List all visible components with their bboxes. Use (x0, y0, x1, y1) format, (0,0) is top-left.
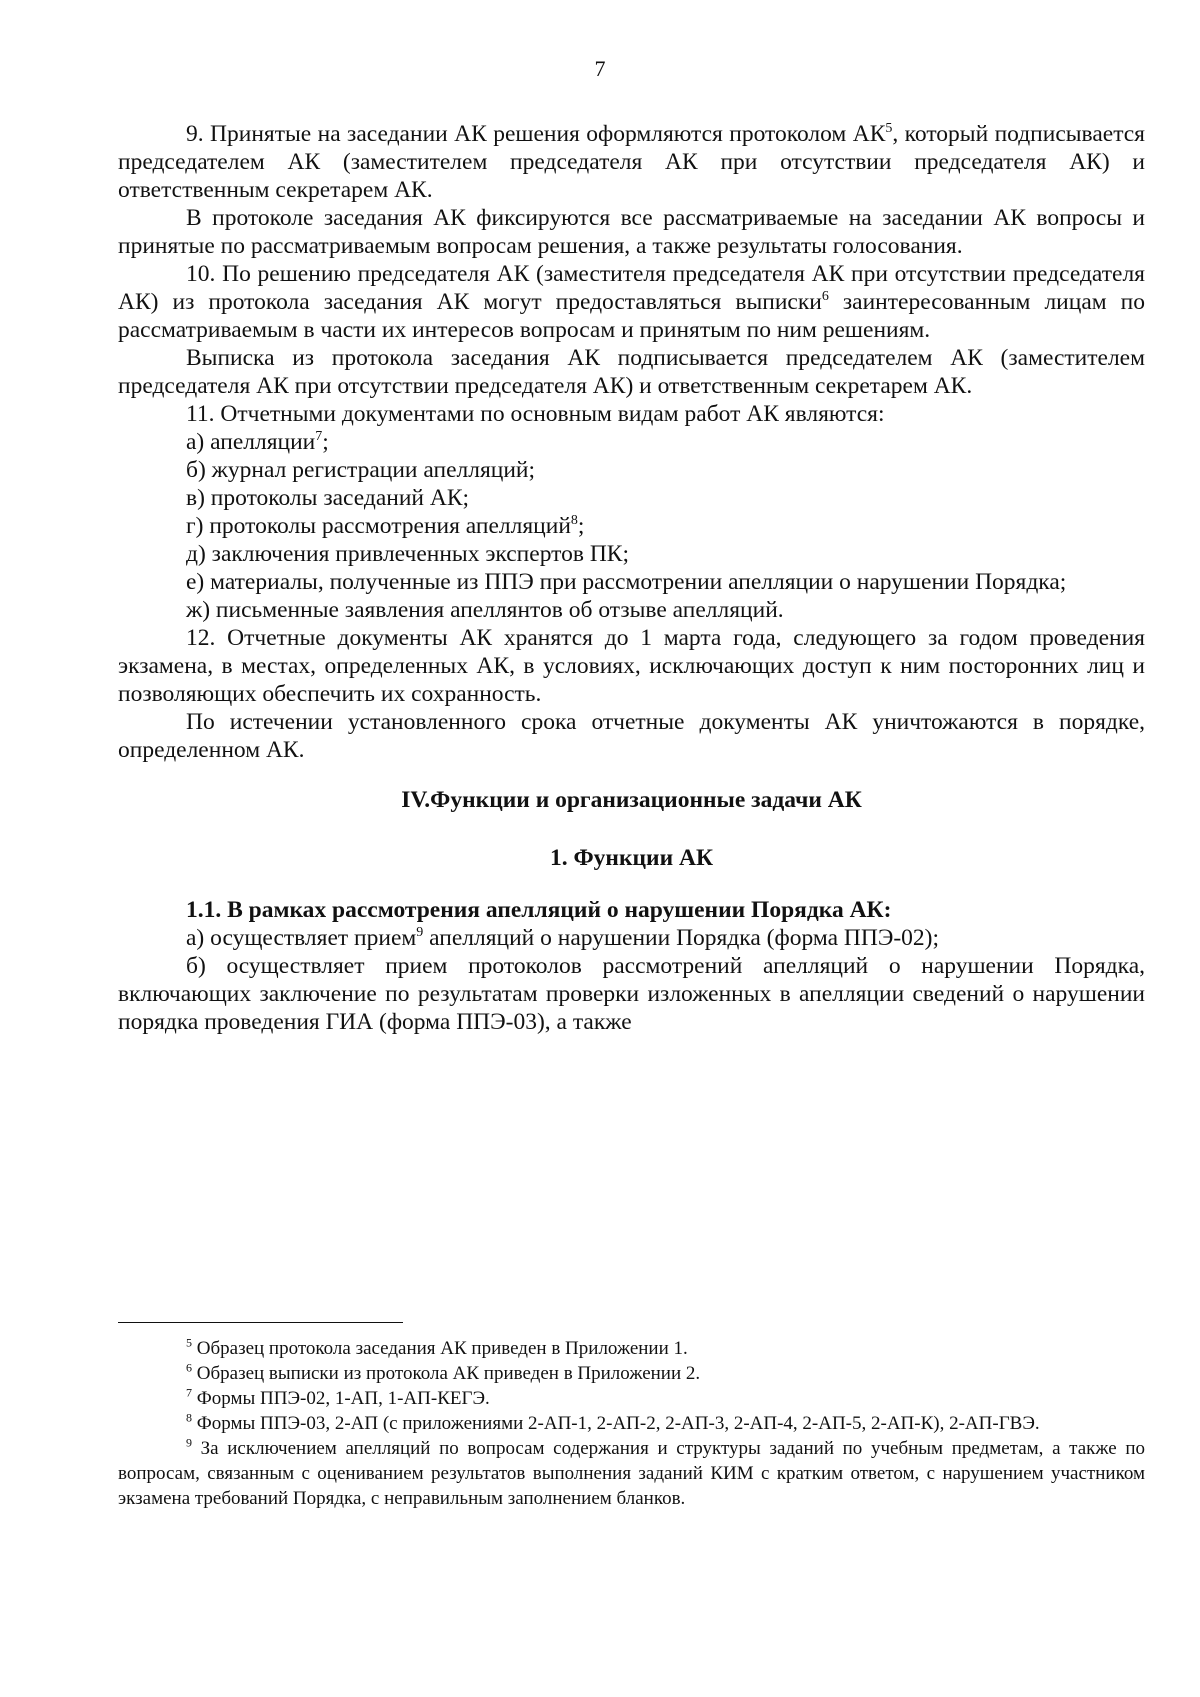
list-item-text: е) материалы, полученные из ППЭ при рассмотрении апелляции о нарушении Порядка; (186, 569, 1067, 595)
paragraph-text: 10. По решению председателя АК (заместителя председателя АК при отсутствии председателя АК) из протокола заседания АК могут предоставляться выписки (118, 261, 1145, 315)
list-item-text: ; (577, 513, 585, 539)
list-item-a (118, 428, 1145, 456)
list-item-zh (118, 596, 1145, 624)
list-item-text: а) апелляции (186, 429, 316, 455)
footnote-6 (118, 1361, 1145, 1386)
list-item-e (118, 568, 1145, 596)
footnote-number: 6 (186, 1360, 192, 1375)
footnote-8 (118, 1411, 1145, 1436)
footnote-ref[interactable]: 9 (416, 925, 424, 941)
footnote-5 (118, 1336, 1145, 1361)
footnote-number: 8 (186, 1410, 192, 1425)
subsection-heading: 1. Функции АК (549, 845, 714, 871)
paragraph-text: Выписка из протокола заседания АК подписывается председателем АК (заместителем председателя АК при отсутствии председателя АК) и ответственным секретарем АК. (118, 345, 1145, 399)
footnote-ref[interactable]: 6 (821, 289, 829, 305)
footnote-number: 5 (186, 1335, 192, 1350)
paragraph-text: 11. Отчетными документами по основным видам работ АК являются: (186, 401, 885, 427)
list-item-g (118, 512, 1145, 540)
footnote-number: 9 (186, 1435, 192, 1450)
paragraph-text: В протоколе заседания АК фиксируются все рассматриваемые на заседании АК вопросы и принятые по рассматриваемым вопросам решения, а также результаты голосования. (118, 205, 1145, 259)
body-text (118, 120, 1145, 1036)
list-item-text: г) протоколы рассмотрения апелляций (186, 513, 571, 539)
item-heading: 1.1. В рамках рассмотрения апелляций о нарушении Порядка АК: (186, 897, 892, 923)
footnote-text: Образец выписки из протокола АК приведен в Приложении 2. (192, 1363, 701, 1384)
paragraph-10-cont (118, 344, 1145, 400)
paragraph-text: 9. Принятые на заседании АК решения оформляются протоколом АК (186, 121, 886, 147)
footnote-divider (118, 1322, 403, 1323)
paragraph-11 (118, 400, 1145, 428)
footnote-text: Формы ППЭ-03, 2-АП (с приложениями 2-АП-1, 2-АП-2, 2-АП-3, 2-АП-4, 2-АП-5, 2-АП-К), 2-АП-ГВЭ. (192, 1413, 1040, 1434)
list-item-text: ж) письменные заявления апеллянтов об отзыве апелляций. (186, 597, 784, 623)
footnote-7 (118, 1386, 1145, 1411)
paragraph-text: , который подписывается председателем АК (заместителем председателя АК при отсутствии председателя АК) и ответственным секретарем АК. (118, 121, 1145, 203)
footnote-ref[interactable]: 8 (570, 513, 578, 529)
list-item-b (118, 456, 1145, 484)
footnote-9 (118, 1436, 1145, 1511)
paragraph-text: апелляций о нарушении Порядка (форма ППЭ-02); (423, 925, 940, 951)
list-item-d (118, 540, 1145, 568)
page-number: 7 (594, 56, 606, 81)
footnotes (118, 1336, 1145, 1511)
list-item-text: д) заключения привлеченных экспертов ПК; (186, 541, 629, 567)
footnote-text: За исключением апелляций по вопросам содержания и структуры заданий по учебным предметам, а также по вопросам, связанным с оцениванием результатов выполнения заданий КИМ с кратким ответом, с нарушением участником экзамена требований Порядка, с неправильным заполнением бланков. (118, 1438, 1145, 1509)
list-item-text: ; (322, 429, 329, 455)
paragraph-text: заинтересованным лицам по рассматриваемым в части их интересов вопросам и принятым по ним решениям. (118, 289, 1145, 343)
paragraph-9 (118, 120, 1145, 204)
item-paragraph-b (118, 952, 1145, 1036)
footnote-number: 7 (186, 1385, 192, 1400)
item-paragraph-a (118, 924, 1145, 952)
paragraph-text: а) осуществляет прием (186, 925, 417, 951)
list-item-text: в) протоколы заседаний АК; (186, 485, 470, 511)
footnote-ref[interactable]: 7 (315, 429, 323, 445)
paragraph-10 (118, 260, 1145, 344)
paragraph-9-cont (118, 204, 1145, 260)
footnote-text: Формы ППЭ-02, 1-АП, 1-АП-КЕГЭ. (192, 1388, 490, 1409)
section-heading: IV.Функции и организационные задачи АК (401, 787, 862, 813)
paragraph-12-cont (118, 708, 1145, 764)
footnote-ref[interactable]: 5 (885, 121, 893, 137)
paragraph-text: 12. Отчетные документы АК хранятся до 1 марта года, следующего за годом проведения экзамена, в местах, определенных АК, в условиях, исключающих доступ к ним посторонних лиц и позволяющих обеспечить их сохранность. (118, 625, 1145, 707)
footnote-text: Образец протокола заседания АК приведен в Приложении 1. (192, 1338, 688, 1359)
list-item-text: б) журнал регистрации апелляций; (186, 457, 536, 483)
paragraph-12 (118, 624, 1145, 708)
paragraph-text: По истечении установленного срока отчетные документы АК уничтожаются в порядке, определенном АК. (118, 709, 1145, 763)
list-item-v (118, 484, 1145, 512)
paragraph-text: б) осуществляет прием протоколов рассмотрений апелляций о нарушении Порядка, включающих заключение по результатам проверки изложенных в апелляции сведений о нарушении порядка проведения ГИА (форма ППЭ-03), а также (118, 953, 1145, 1035)
